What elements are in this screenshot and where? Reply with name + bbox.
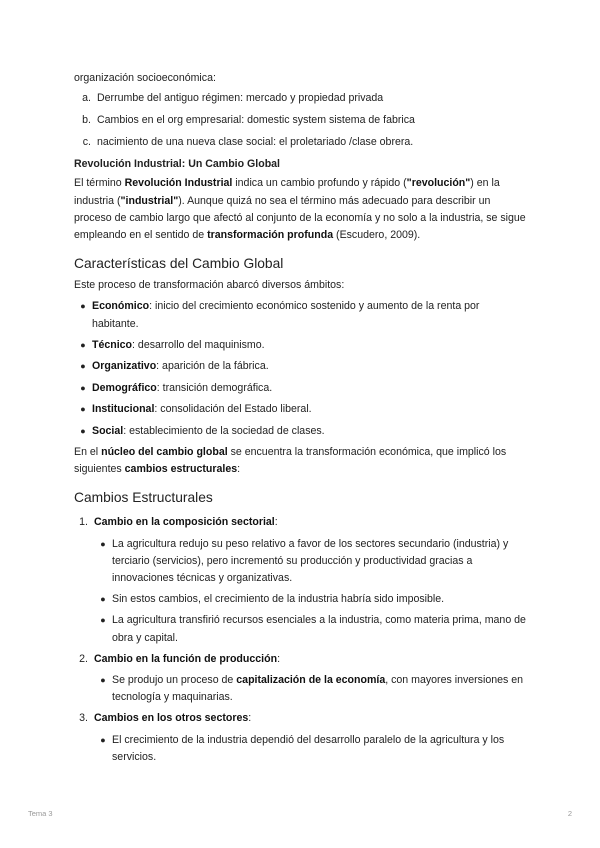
list-item-text: La agricultura transfirió recursos esenciales a la industria, como materia prima, mano de obra y capital.: [112, 614, 526, 644]
text-run: En el: [74, 445, 102, 458]
section-heading-caracteristicas: Características del Cambio Global: [74, 256, 284, 272]
list-item: [74, 298, 526, 332]
bold-term: Social: [92, 424, 124, 437]
text-run: :: [277, 652, 281, 665]
list-marker: 2.: [79, 652, 88, 665]
list-item-text: La agricultura redujo su peso relativo a favor de los sectores secundario (industria) y terciario (servicios), pero incrementó su producción y productividad gracias a innovaciones técnicas y organizativas.: [112, 537, 509, 584]
bold-term: capitalización de la economía: [236, 674, 386, 686]
list-item-text: : establecimiento de la sociedad de clases.: [123, 424, 325, 437]
bullet-icon: ●: [80, 425, 86, 436]
list-item: [74, 401, 526, 418]
list-marker: 1.: [79, 516, 88, 529]
bullet-icon: ●: [100, 538, 106, 549]
bold-term: Técnico: [92, 339, 133, 352]
bold-term: Institucional: [92, 403, 155, 416]
bullet-icon: ●: [80, 404, 86, 415]
text-run: , con mayores inversiones en tecnología y maquinarias.: [112, 674, 524, 704]
list-item: [74, 134, 526, 151]
text-run: (Escudero, 2009).: [333, 229, 421, 242]
bullet-icon: ●: [100, 734, 106, 745]
sub-list: [94, 732, 526, 766]
text-run: :: [274, 516, 278, 529]
text-run: El término: [74, 177, 125, 190]
list-item: [94, 612, 526, 646]
intro-text: organización socioeconómica:: [74, 72, 216, 84]
text-run: :: [248, 712, 252, 725]
bold-term: Organizativo: [92, 360, 157, 373]
list-item-text: : aparición de la fábrica.: [156, 360, 269, 373]
bullet-list: [74, 298, 526, 439]
list-item-text: : consolidación del Estado liberal.: [154, 403, 312, 416]
document-page: [74, 70, 526, 770]
text-run: se encuentra la transformación económica, que implicó los siguientes: [74, 445, 507, 476]
list-item: [74, 710, 526, 766]
sub-list: [94, 672, 526, 706]
bullet-icon: ●: [80, 361, 86, 372]
list-item: [74, 112, 526, 129]
text-run: Se produjo un proceso de: [112, 674, 237, 686]
list-item-text: Cambios en el org empresarial: domestic system sistema de fabrica: [97, 114, 415, 127]
list-item: [94, 536, 526, 588]
bold-term: Cambio en la composición sectorial: [94, 516, 275, 529]
bold-term: Cambio en la función de producción: [94, 652, 278, 665]
text-run: indica un cambio profundo y rápido (: [232, 177, 407, 190]
bullet-icon: ●: [80, 382, 86, 393]
list-item-text: : transición demográfica.: [156, 381, 273, 394]
list-item-text: nacimiento de una nueva clase social: el proletariado /clase obrera.: [97, 136, 414, 149]
list-item: [74, 423, 526, 440]
list-marker: 3.: [79, 712, 88, 725]
bold-term: transformación profunda: [207, 229, 334, 242]
list-item-text: : desarrollo del maquinismo.: [132, 339, 265, 352]
list-item: [74, 380, 526, 397]
text-run: ) en la industria (: [74, 177, 500, 207]
list-item: [74, 337, 526, 354]
bold-term: Revolución Industrial: [124, 177, 233, 190]
sub-list: [94, 536, 526, 647]
list-item: [94, 591, 526, 608]
conclusion-paragraph: [74, 444, 526, 478]
bold-term: Económico: [92, 300, 150, 313]
bold-term: Cambios en los otros sectores: [94, 712, 249, 725]
bullet-icon: ●: [80, 301, 86, 312]
text-run: ). Aunque quizá no sea el término más adecuado para describir un proceso de cambio largo que afectó al conjunto de la economía y no solo a la industria, se sigue empleando en el sentido de: [74, 194, 526, 242]
list-item-text: El crecimiento de la industria dependió del desarrollo paralelo de la agricultura y los servicios.: [112, 733, 505, 763]
bold-term: "revolución": [406, 177, 471, 190]
alpha-list: [74, 90, 526, 151]
bullet-icon: ●: [100, 615, 106, 626]
list-item: [94, 732, 526, 766]
list-item: [74, 651, 526, 707]
bold-term: cambios estructurales: [124, 463, 238, 476]
page-footer: [28, 809, 572, 818]
section-lead: Este proceso de transformación abarcó diversos ámbitos:: [74, 279, 345, 292]
list-item-text: : inicio del crecimiento económico sostenido y aumento de la renta por habitante.: [92, 300, 480, 330]
section-heading-revolucion: Revolución Industrial: Un Cambio Global: [74, 158, 281, 171]
list-item: [74, 90, 526, 107]
bullet-icon: ●: [100, 594, 106, 605]
list-item: [74, 358, 526, 375]
list-item-text: Derrumbe del antiguo régimen: mercado y propiedad privada: [97, 92, 384, 105]
list-marker: c.: [82, 136, 91, 149]
definition-paragraph: [74, 175, 526, 244]
list-item-text: Sin estos cambios, el crecimiento de la industria habría sido imposible.: [112, 593, 445, 606]
bullet-icon: ●: [100, 675, 106, 685]
page-number: 2: [567, 809, 572, 818]
section-heading-cambios: Cambios Estructurales: [74, 490, 213, 506]
list-marker: b.: [82, 114, 91, 127]
text-run: :: [237, 463, 241, 476]
list-item: [94, 672, 526, 706]
bold-term: "industrial": [120, 194, 179, 207]
bullet-icon: ●: [80, 340, 86, 351]
list-item: [74, 514, 526, 646]
list-marker: a.: [82, 92, 91, 105]
bold-term: núcleo del cambio global: [101, 445, 228, 458]
bold-term: Demográfico: [92, 381, 157, 394]
footer-label: Tema 3: [28, 809, 53, 818]
numbered-list: [74, 514, 526, 766]
